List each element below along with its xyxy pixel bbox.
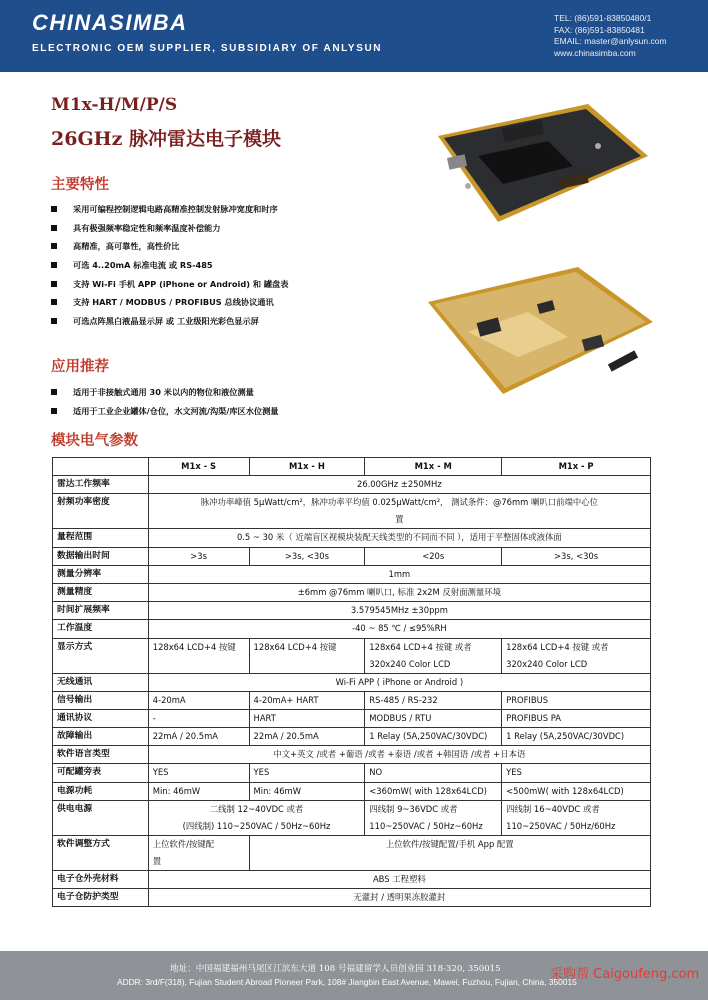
table-header-row — [53, 458, 651, 476]
table-cell: 二线制 12~40VDC 或者 (四线制) 110~250VAC / 50Hz~60Hz — [148, 800, 365, 835]
table-cell: Min: 46mW — [148, 782, 249, 800]
table-cell: ABS 工程塑料 — [148, 870, 650, 888]
table-cell: >3s, <30s — [502, 547, 651, 565]
table-cell: Wi-Fi APP ( iPhone or Android ) — [148, 673, 650, 691]
address-chinese: 地址：中国福建福州马尾区江滨东大道 108 号福建留学人员创业园 318-320, 350015 — [170, 964, 501, 974]
features-list — [51, 203, 288, 334]
bullet-icon — [51, 299, 57, 305]
table-row — [53, 746, 651, 764]
row-label: 信号输出 — [53, 691, 149, 709]
product-model: M1x-H/M/P/S — [51, 95, 178, 115]
row-label: 测量分辨率 — [53, 565, 149, 583]
row-label: 电子仓防护类型 — [53, 889, 149, 907]
table-cell: 128x64 LCD+4 按键 或者 320x240 Color LCD — [365, 638, 502, 673]
table-cell: <20s — [365, 547, 502, 565]
row-label: 供电电源 — [53, 800, 149, 835]
table-cell: HART — [249, 709, 365, 727]
list-item: 采用可编程控制逻辑电路高精准控制发射脉冲宽度和时序 — [51, 203, 288, 222]
bullet-icon — [51, 243, 57, 249]
table-cell: 4-20mA+ HART — [249, 691, 365, 709]
list-item: 具有极强频率稳定性和频率温度补偿能力 — [51, 222, 288, 241]
table-row — [53, 800, 651, 835]
table-cell: 128x64 LCD+4 按键 — [249, 638, 365, 673]
row-label: 测量精度 — [53, 583, 149, 601]
list-item: 可选 4..20mA 标准电流 或 RS-485 — [51, 259, 288, 278]
table-cell: <500mW( with 128x64LCD) — [502, 782, 651, 800]
column-header: M1x - H — [249, 458, 365, 476]
bullet-icon — [51, 318, 57, 324]
table-row — [53, 835, 651, 870]
row-label: 无线通讯 — [53, 673, 149, 691]
table-cell: 四线制 16~40VDC 或者 110~250VAC / 50Hz/60Hz — [502, 800, 651, 835]
page-header — [0, 0, 708, 72]
contact-email: EMAIL: master@anlysun.com — [554, 36, 667, 46]
module-photo-bottom — [408, 262, 660, 402]
table-cell: 上位软件/按键配 置 — [148, 835, 249, 870]
product-title: 26GHz 脉冲雷达电子模块 — [51, 128, 282, 150]
table-cell: 0.5 ~ 30 米（ 近端盲区视模块装配天线类型的不同而不同 ），适用于平整固体或液体面 — [148, 529, 650, 547]
table-row — [53, 547, 651, 565]
table-cell: 22mA / 20.5mA — [148, 728, 249, 746]
row-label: 故障输出 — [53, 728, 149, 746]
column-header: M1x - M — [365, 458, 502, 476]
row-label: 显示方式 — [53, 638, 149, 673]
table-cell: Min: 46mW — [249, 782, 365, 800]
bullet-icon — [51, 206, 57, 212]
table-cell: >3s — [148, 547, 249, 565]
table-cell: 4-20mA — [148, 691, 249, 709]
params-table — [52, 457, 651, 907]
table-cell: -40 ~ 85 ℃ / ≤95%RH — [148, 620, 650, 638]
table-cell: 26.00GHz ±250MHz — [148, 476, 650, 494]
row-label: 数据输出时间 — [53, 547, 149, 565]
table-cell: 128x64 LCD+4 按键 或者 320x240 Color LCD — [502, 638, 651, 673]
table-cell: 上位软件/按键配置/手机 App 配置 — [249, 835, 650, 870]
watermark: 采购帮 Caigoufeng.com — [550, 967, 700, 982]
bullet-icon — [51, 225, 57, 231]
table-cell: 四线制 9~36VDC 或者 110~250VAC / 50Hz~60Hz — [365, 800, 502, 835]
module-photo-top — [408, 96, 660, 228]
table-cell: RS-485 / RS-232 — [365, 691, 502, 709]
table-row — [53, 782, 651, 800]
table-cell: PROFIBUS — [502, 691, 651, 709]
table-row — [53, 638, 651, 673]
row-label: 软件调整方式 — [53, 835, 149, 870]
table-row — [53, 764, 651, 782]
table-cell: - — [148, 709, 249, 727]
table-cell: YES — [148, 764, 249, 782]
table-row — [53, 691, 651, 709]
column-header: M1x - P — [502, 458, 651, 476]
table-row — [53, 494, 651, 529]
address-english: ADDR: 3rd/F(318), Fujian Student Abroad Pioneer Park, 108# Jiangbin East Avenue, Mawei, Fuzhou, Fujian, China, 350015 — [117, 977, 577, 987]
table-row — [53, 602, 651, 620]
list-item: 可选点阵黑白液晶显示屏 或 工业级阳光彩色显示屏 — [51, 315, 288, 334]
table-cell: 1mm — [148, 565, 650, 583]
table-cell: 1 Relay (5A,250VAC/30VDC) — [502, 728, 651, 746]
table-row — [53, 565, 651, 583]
table-corner-cell — [53, 458, 149, 476]
list-item: 高精准，高可靠性，高性价比 — [51, 240, 288, 259]
table-row — [53, 583, 651, 601]
features-heading: 主要特性 — [51, 177, 109, 193]
list-item: 适用于非接触式通用 30 米以内的物位和液位测量 — [51, 386, 278, 405]
table-cell: PROFIBUS PA — [502, 709, 651, 727]
table-cell: 中文+英文 /或者 +葡语 /或者 +泰语 /或者 +韩国语 /或者 +日本语 — [148, 746, 650, 764]
table-row — [53, 728, 651, 746]
row-label: 雷达工作频率 — [53, 476, 149, 494]
table-cell: 无灌封 / 透明果冻胶灌封 — [148, 889, 650, 907]
row-label: 工作温度 — [53, 620, 149, 638]
table-row — [53, 476, 651, 494]
params-heading: 模块电气参数 — [51, 433, 138, 449]
table-cell: YES — [249, 764, 365, 782]
list-item: 适用于工业企业罐体/仓位，水文河流/沟渠/库区水位测量 — [51, 405, 278, 424]
table-cell: >3s, <30s — [249, 547, 365, 565]
bullet-icon — [51, 262, 57, 268]
bullet-icon — [51, 281, 57, 287]
company-tagline: ELECTRONIC OEM SUPPLIER, SUBSIDIARY OF ANLYSUN — [32, 43, 383, 54]
contact-info — [554, 13, 667, 59]
row-label: 通讯协议 — [53, 709, 149, 727]
row-label: 电子仓外壳材料 — [53, 870, 149, 888]
table-cell: 22mA / 20.5mA — [249, 728, 365, 746]
table-cell: MODBUS / RTU — [365, 709, 502, 727]
applications-heading: 应用推荐 — [51, 359, 109, 375]
table-cell: 3.579545MHz ±30ppm — [148, 602, 650, 620]
row-label: 电源功耗 — [53, 782, 149, 800]
applications-list — [51, 386, 278, 423]
row-label: 量程范围 — [53, 529, 149, 547]
table-cell: 128x64 LCD+4 按键 — [148, 638, 249, 673]
table-row — [53, 870, 651, 888]
table-cell: ±6mm @76mm 喇叭口, 标准 2x2M 反射面测量环境 — [148, 583, 650, 601]
table-row — [53, 529, 651, 547]
contact-website: www.chinasimba.com — [554, 47, 636, 58]
list-item: 支持 HART / MODBUS / PROFIBUS 总线协议通讯 — [51, 296, 288, 315]
table-row — [53, 889, 651, 907]
table-row — [53, 709, 651, 727]
list-item: 支持 Wi-Fi 手机 APP (iPhone or Android) 和 罐盘表 — [51, 278, 288, 297]
bullet-icon — [51, 408, 57, 414]
contact-tel: TEL: (86)591-83850480/1 — [554, 13, 652, 23]
bullet-icon — [51, 389, 57, 395]
table-cell: NO — [365, 764, 502, 782]
row-label: 射频功率密度 — [53, 494, 149, 529]
table-cell: <360mW( with 128x64LCD) — [365, 782, 502, 800]
column-header: M1x - S — [148, 458, 249, 476]
table-row — [53, 620, 651, 638]
table-cell: YES — [502, 764, 651, 782]
table-cell: 脉冲功率峰值 5μWatt/cm²，脉冲功率平均值 0.025μWatt/cm²， 测试条件：@76mm 喇叭口前端中心位 置 — [148, 494, 650, 529]
row-label: 软件语言类型 — [53, 746, 149, 764]
table-row — [53, 673, 651, 691]
brand-logo: CHINASIMBA — [32, 10, 188, 35]
row-label: 时间扩展频率 — [53, 602, 149, 620]
contact-fax: FAX: (86)591-83850481 — [554, 24, 645, 35]
row-label: 可配罐旁表 — [53, 764, 149, 782]
table-cell: 1 Relay (5A,250VAC/30VDC) — [365, 728, 502, 746]
